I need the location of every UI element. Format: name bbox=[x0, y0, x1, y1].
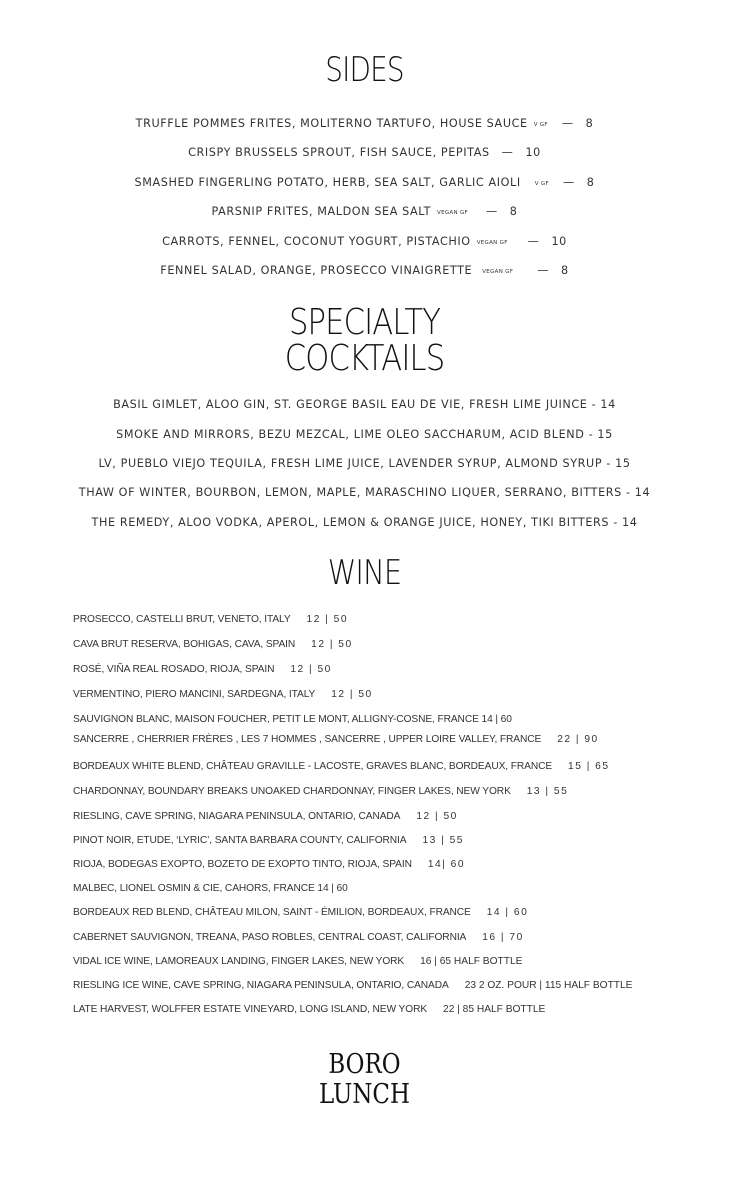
side-item-price: 8 bbox=[585, 117, 594, 130]
side-item: PARSNIP FRITES, MALDON SEA SALT VEGAN GF — 8 bbox=[211, 205, 518, 218]
wine-item: CHARDONNAY, BOUNDARY BREAKS UNOAKED CHARDONNAY, FINGER LAKES, NEW YORK 13 | 55 bbox=[73, 786, 569, 797]
wine-item: CAVA BRUT RESERVA, BOHIGAS, CAVA, SPAIN 12 | 50 bbox=[73, 639, 353, 650]
side-item: FENNEL SALAD, ORANGE, PROSECCO VINAIGRETTE VEGAN GF — 8 bbox=[160, 264, 569, 277]
wine-price: 13 | 55 bbox=[422, 835, 464, 846]
side-item-name: TRUFFLE POMMES FRITES, MOLITERNO TARTUFO, HOUSE SAUCE bbox=[135, 117, 528, 130]
side-item-price: 8 bbox=[509, 205, 518, 218]
side-item-price: 10 bbox=[525, 146, 541, 159]
wine-item: BORDEAUX WHITE BLEND, CHÂTEAU GRAVILLE - LACOSTE, GRAVES BLANC, BORDEAUX, FRANCE 15 | 65 bbox=[73, 761, 610, 772]
cocktail-item: THE REMEDY, ALOO VODKA, APEROL, LEMON & ORANGE JUICE, HONEY, TIKI BITTERS - 14 bbox=[91, 516, 638, 529]
wine-price: 23 2 OZ. POUR | 115 HALF BOTTLE bbox=[464, 980, 633, 991]
wine-price: 22 | 90 bbox=[557, 734, 599, 745]
wine-item: PROSECCO, CASTELLI BRUT, VENETO, ITALY 12 | 50 bbox=[73, 614, 349, 625]
wine-price: 12 | 50 bbox=[416, 811, 458, 822]
side-item-price: 8 bbox=[560, 264, 569, 277]
wine-price: 12 | 50 bbox=[331, 689, 373, 700]
dietary-tag: V GF bbox=[534, 181, 549, 187]
wine-price: 16 | 65 HALF BOTTLE bbox=[420, 956, 523, 967]
wine-item: CABERNET SAUVIGNON, TREANA, PASO ROBLES, CENTRAL COAST, CALIFORNIA 16 | 70 bbox=[73, 932, 524, 943]
side-item: SMASHED FINGERLING POTATO, HERB, SEA SALT, GARLIC AIOLI V GF — 8 bbox=[134, 176, 595, 189]
wine-price: 12 | 50 bbox=[311, 639, 353, 650]
side-item: CARROTS, FENNEL, COCONUT YOGURT, PISTACHIO VEGAN GF — 10 bbox=[162, 235, 567, 248]
wine-price: 14| 60 bbox=[427, 859, 465, 870]
dietary-tag: V GF bbox=[533, 122, 548, 128]
cocktail-item: SMOKE AND MIRRORS, BEZU MEZCAL, LIME OLEO SACCHARUM, ACID BLEND - 15 bbox=[116, 428, 613, 441]
cocktail-item: THAW OF WINTER, BOURBON, LEMON, MAPLE, MARASCHINO LIQUER, SERRANO, BITTERS - 14 bbox=[78, 486, 651, 499]
cocktail-item: LV, PUEBLO VIEJO TEQUILA, FRESH LIME JUICE, LAVENDER SYRUP, ALMOND SYRUP - 15 bbox=[98, 457, 631, 470]
wine-item: RIESLING, CAVE SPRING, NIAGARA PENINSULA, ONTARIO, CANADA 12 | 50 bbox=[73, 811, 458, 822]
side-item-name: CARROTS, FENNEL, COCONUT YOGURT, PISTACHIO bbox=[162, 235, 471, 248]
wine-price: 13 | 55 bbox=[526, 786, 569, 797]
wine-item: LATE HARVEST, WOLFFER ESTATE VINEYARD, LONG ISLAND, NEW YORK 22 | 85 HALF BOTTLE bbox=[73, 1004, 546, 1015]
dietary-tag: VEGAN GF bbox=[476, 240, 508, 246]
wine-price: 22 | 85 HALF BOTTLE bbox=[443, 1004, 546, 1015]
wine-price: 12 | 50 bbox=[290, 664, 332, 675]
side-item-name: SMASHED FINGERLING POTATO, HERB, SEA SALT, GARLIC AIOLI bbox=[134, 176, 521, 189]
cocktail-item: BASIL GIMLET, ALOO GIN, ST. GEORGE BASIL EAU DE VIE, FRESH LIME JUINCE - 14 bbox=[113, 398, 616, 411]
wine-item: SAUVIGNON BLANC, MAISON FOUCHER, PETIT LE MONT, ALLIGNY-COSNE, FRANCE 14 | 60 bbox=[73, 714, 512, 725]
side-item-price: 8 bbox=[586, 176, 595, 189]
wine-item: ROSÉ, VIÑA REAL ROSADO, RIOJA, SPAIN 12 | 50 bbox=[73, 664, 332, 675]
wine-item: VIDAL ICE WINE, LAMOREAUX LANDING, FINGER LAKES, NEW YORK 16 | 65 HALF BOTTLE bbox=[73, 956, 523, 967]
sides-heading: SIDES bbox=[325, 50, 404, 90]
restaurant-logo: BORO LUNCH bbox=[318, 1049, 410, 1110]
wine-item: RIESLING ICE WINE, CAVE SPRING, NIAGARA PENINSULA, ONTARIO, CANADA 23 2 OZ. POUR | 115 HALF BOTTLE bbox=[73, 980, 633, 991]
side-item-name: PARSNIP FRITES, MALDON SEA SALT bbox=[211, 205, 432, 218]
cocktails-heading: SPECIALTY COCKTAILS bbox=[284, 302, 445, 379]
side-item: TRUFFLE POMMES FRITES, MOLITERNO TARTUFO, HOUSE SAUCE V GF — 8 bbox=[135, 117, 594, 130]
wine-item: BORDEAUX RED BLEND, CHÂTEAU MILON, SAINT - ÉMILION, BORDEAUX, FRANCE 14 | 60 bbox=[73, 907, 529, 918]
side-item-name: CRISPY BRUSSELS SPROUT, FISH SAUCE, PEPITAS bbox=[188, 146, 490, 159]
wine-price: 12 | 50 bbox=[306, 614, 349, 625]
side-item-name: FENNEL SALAD, ORANGE, PROSECCO VINAIGRETTE bbox=[160, 264, 473, 277]
wine-price: 16 | 70 bbox=[482, 932, 524, 943]
side-item-price: 10 bbox=[551, 235, 567, 248]
side-item: CRISPY BRUSSELS SPROUT, FISH SAUCE, PEPITAS — 10 bbox=[188, 146, 541, 159]
wine-item: VERMENTINO, PIERO MANCINI, SARDEGNA, ITALY 12 | 50 bbox=[73, 689, 373, 700]
wine-item: MALBEC, LIONEL OSMIN & CIE, CAHORS, FRANCE 14 | 60 bbox=[73, 883, 348, 894]
wine-price: 14 | 60 bbox=[486, 907, 529, 918]
wine-item: RIOJA, BODEGAS EXOPTO, BOZETO DE EXOPTO TINTO, RIOJA, SPAIN 14| 60 bbox=[73, 859, 465, 870]
dietary-tag: VEGAN GF bbox=[482, 269, 514, 275]
dietary-tag: VEGAN GF bbox=[437, 210, 468, 216]
wine-item: SANCERRE , CHERRIER FRÈRES , LES 7 HOMMES , SANCERRE , UPPER LOIRE VALLEY, FRANCE 22 | 90 bbox=[73, 734, 599, 745]
wine-item: PINOT NOIR, ETUDE, ‘LYRIC’, SANTA BARBARA COUNTY, CALIFORNIA 13 | 55 bbox=[73, 835, 464, 846]
wine-price: 15 | 65 bbox=[568, 761, 610, 772]
wine-heading: WINE bbox=[327, 553, 402, 593]
